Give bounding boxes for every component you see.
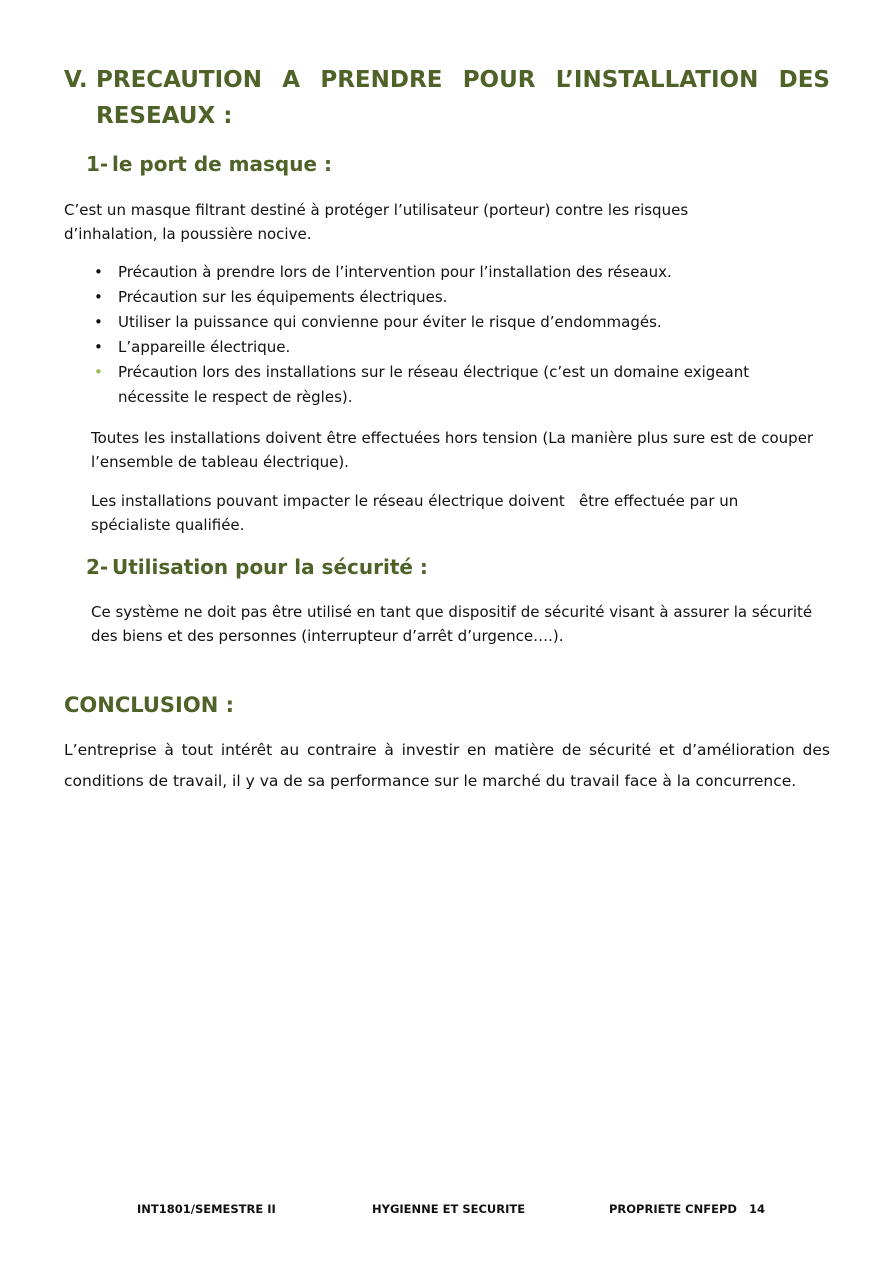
- list-item-text: L’appareille électrique.: [118, 338, 291, 356]
- bullet-icon: •: [94, 313, 103, 331]
- bullet-icon: •: [94, 363, 103, 381]
- list-item-text: Utiliser la puissance qui convienne pour éviter le risque d’endommagés.: [118, 313, 662, 331]
- bullet-icon: •: [94, 338, 103, 356]
- conclusion-paragraph: L’entreprise à tout intérêt au contraire à investir en matière de sécurité et d’amélioration des conditions de travail, il y va de sa performance sur le marché du travail face à la concurrence.: [64, 741, 830, 790]
- subheading-1-title: le port de masque :: [112, 152, 332, 176]
- subheading-1: [86, 150, 332, 178]
- list-item: [64, 310, 824, 335]
- list-item: [64, 285, 824, 310]
- subheading-2: [86, 553, 428, 581]
- footer-owner: PROPRIETE CNFEPD: [609, 1202, 737, 1216]
- footer-subject: HYGIENNE ET SECURITE: [372, 1202, 526, 1216]
- bullet-icon: •: [94, 288, 103, 306]
- list-item-text: Précaution lors des installations sur le réseau électrique (c’est un domaine exigeant nécessite le respect de règles).: [118, 363, 750, 406]
- paragraph-security-system: Ce système ne doit pas être utilisé en tant que dispositif de sécurité visant à assurer la sécurité des biens et des personnes (interrupteur d’arrêt d’urgence….).: [91, 603, 813, 645]
- intro-paragraph: C’est un masque filtrant destiné à protéger l’utilisateur (porteur) contre les risques d’inhalation, la poussière nocive.: [64, 201, 689, 243]
- conclusion-title: CONCLUSION :: [64, 693, 235, 717]
- bullet-icon: •: [94, 263, 103, 281]
- list-item-text: Précaution à prendre lors de l’intervention pour l’installation des réseaux.: [118, 263, 672, 281]
- precaution-list: [64, 260, 824, 410]
- page-number: 14: [749, 1202, 766, 1216]
- section-title-line1: PRECAUTION A PRENDRE POUR L’INSTALLATION DES: [96, 67, 830, 93]
- section-number: V.: [64, 67, 88, 93]
- paragraph-specialist: Les installations pouvant impacter le réseau électrique doivent être effectuée par un spécialiste qualifiée.: [91, 492, 744, 534]
- footer-course: INT1801/SEMESTRE II: [137, 1202, 276, 1216]
- paragraph-tension: Toutes les installations doivent être effectuées hors tension (La manière plus sure est de couper l’ensemble de tableau électrique).: [91, 429, 814, 471]
- list-item: [64, 360, 824, 410]
- section-title-line2: RESEAUX :: [96, 103, 233, 129]
- subheading-2-number: 2-: [86, 555, 109, 579]
- list-item-text: Précaution sur les équipements électriques.: [118, 288, 448, 306]
- subheading-2-title: Utilisation pour la sécurité :: [112, 555, 428, 579]
- list-item: [64, 260, 824, 285]
- list-item: [64, 335, 824, 360]
- subheading-1-number: 1-: [86, 152, 109, 176]
